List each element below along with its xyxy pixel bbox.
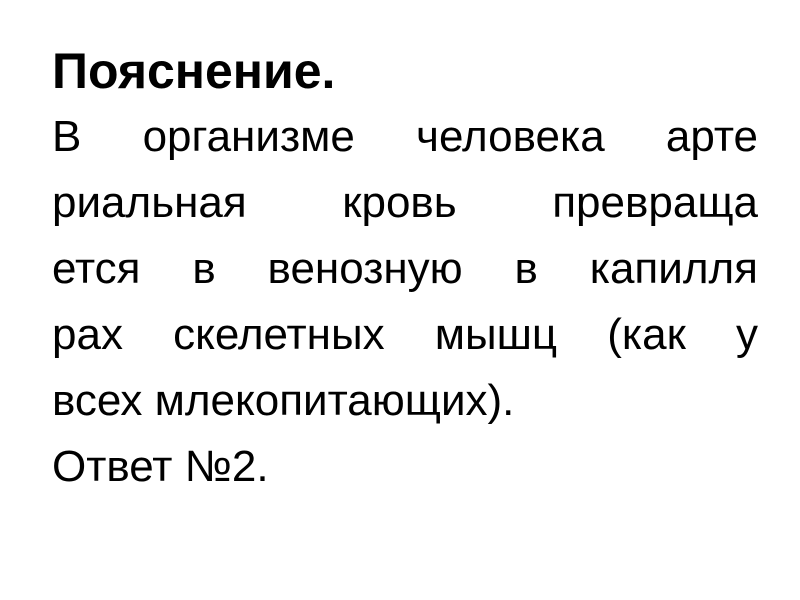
explanation-line-3: ется в венозную в капилля bbox=[52, 244, 758, 293]
explanation-line-2: риальная кровь превраща bbox=[52, 178, 758, 227]
answer-line: Ответ №2. bbox=[52, 442, 269, 491]
explanation-card bbox=[52, 38, 758, 500]
explanation-heading: Пояснение. bbox=[52, 43, 336, 99]
explanation-line-4: рах скелетных мышц (как у bbox=[52, 310, 758, 359]
explanation-line-1: В организме человека арте bbox=[52, 112, 758, 161]
explanation-line-5: всех млекопитающих). bbox=[52, 376, 515, 425]
